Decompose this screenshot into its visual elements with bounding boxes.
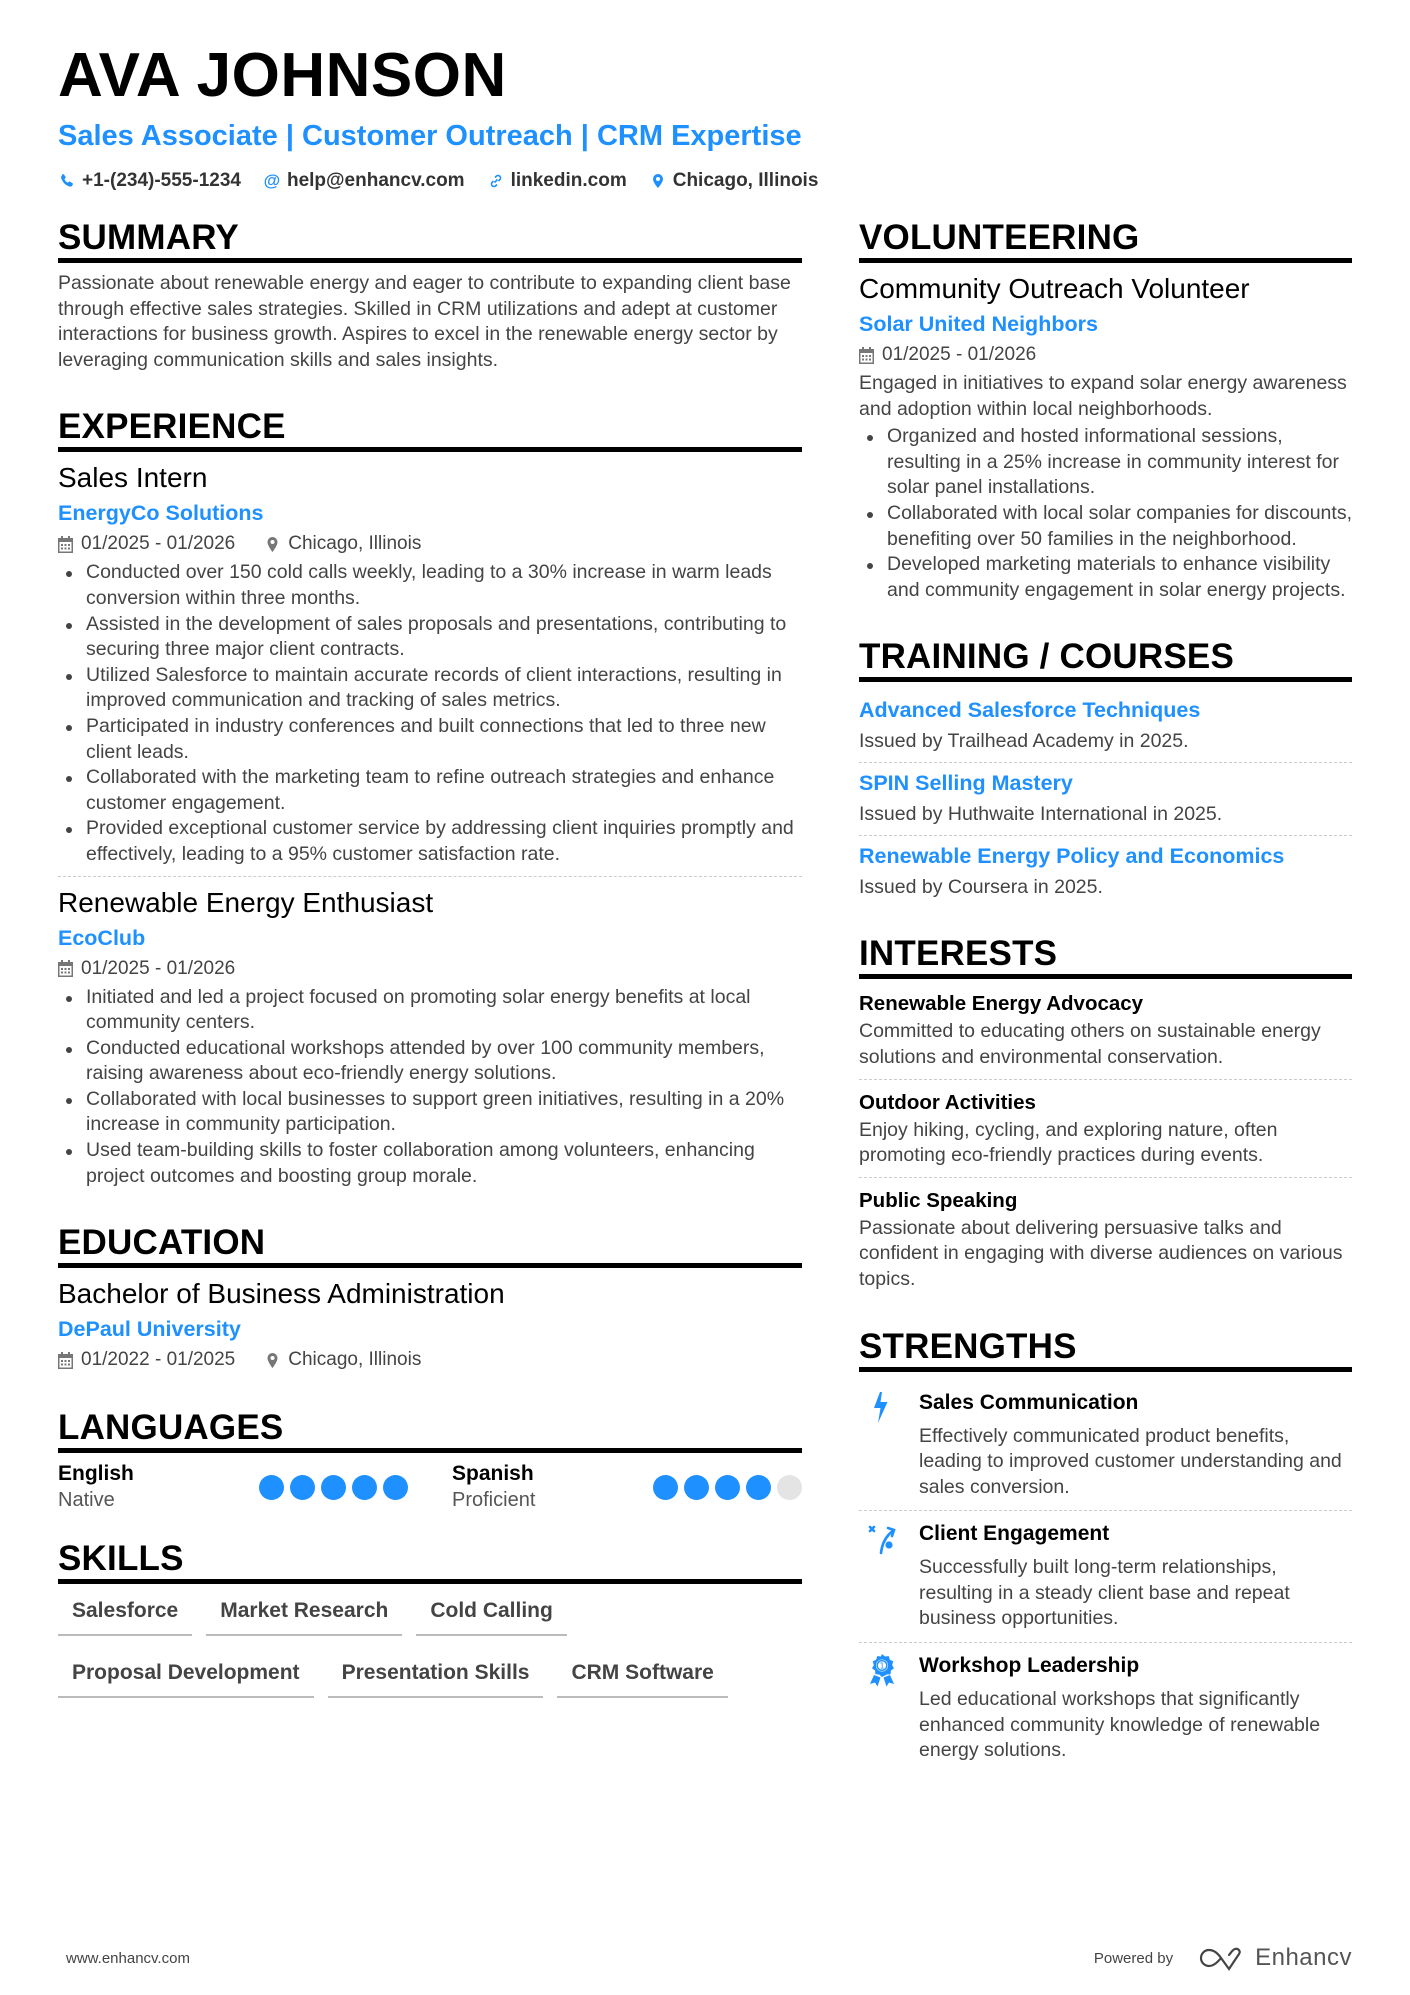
achievement-list	[859, 424, 1352, 603]
rating-dot-filled	[653, 1475, 678, 1500]
course-issuer: Issued by Coursera in 2025.	[859, 876, 1103, 899]
location-text: Chicago, Illinois	[672, 170, 819, 191]
course-item	[859, 763, 1352, 836]
rating-dot-empty	[777, 1475, 802, 1500]
location-icon	[649, 173, 667, 189]
section-title: EXPERIENCE	[58, 407, 802, 452]
training-section	[859, 637, 1352, 908]
svg-text:1: 1	[879, 1661, 885, 1671]
contact-email[interactable]	[263, 168, 465, 194]
list-item: Initiated and led a project focused on promoting solar energy benefits at local community centers.	[58, 985, 802, 1036]
achievement-list	[58, 985, 802, 1190]
email-text: help@enhancv.com	[286, 170, 465, 191]
proficiency-rating	[259, 1475, 408, 1500]
summary-section	[58, 218, 802, 373]
volunteer-org[interactable]: Solar United Neighbors	[859, 312, 1098, 336]
entry-meta	[859, 341, 1352, 369]
interests-section	[859, 934, 1352, 1300]
section-title: TRAINING / COURSES	[859, 637, 1352, 682]
strategy-icon	[859, 1519, 919, 1632]
course-issuer: Issued by Trailhead Academy in 2025.	[859, 730, 1189, 753]
language-name: Spanish	[452, 1462, 534, 1486]
job-title: Sales Intern	[58, 462, 208, 494]
entry-dates: 01/2025 - 01/2026	[81, 957, 236, 979]
contact-linkedin[interactable]	[487, 168, 627, 194]
section-title: STRENGTHS	[859, 1327, 1352, 1372]
skill-tags	[58, 1592, 802, 1698]
strength-item	[859, 1643, 1352, 1774]
linkedin-text: linkedin.com	[510, 170, 627, 191]
skill-tag: Proposal Development	[58, 1654, 314, 1698]
entry-location: Chicago, Illinois	[288, 1349, 422, 1371]
job-title: Renewable Energy Enthusiast	[58, 886, 434, 918]
course-issuer: Issued by Huthwaite International in 2025.	[859, 803, 1223, 826]
volunteering-section	[859, 218, 1352, 611]
strength-desc: Successfully built long-term relationships, resulting in a steady client base and repeat business opportunities.	[919, 1556, 1290, 1630]
brand-logo[interactable]	[1199, 1944, 1352, 1972]
list-item: Collaborated with local solar companies for discounts, benefiting over 50 families in the neighborhood.	[859, 501, 1352, 552]
entry-meta	[58, 530, 802, 558]
list-item: Conducted over 150 cold calls weekly, leading to a 30% increase in warm leads conversion within three months.	[58, 560, 802, 611]
interest-name: Renewable Energy Advocacy	[859, 992, 1144, 1016]
candidate-headline: Sales Associate | Customer Outreach | CRM Expertise	[58, 120, 802, 152]
interest-desc: Committed to educating others on sustainable energy solutions and environmental conservation.	[859, 1020, 1321, 1068]
calendar-icon	[859, 347, 874, 364]
languages-section	[58, 1408, 802, 1513]
list-item: Collaborated with the marketing team to refine outreach strategies and enhance customer engagement.	[58, 765, 802, 816]
entry-dates: 01/2022 - 01/2025	[81, 1349, 236, 1371]
phone-icon	[58, 173, 76, 189]
rating-dot-filled	[259, 1475, 284, 1500]
list-item: Conducted educational workshops attended by over 100 community members, raising awareness about eco-friendly energy solutions.	[58, 1036, 802, 1087]
volunteer-description: Engaged in initiatives to expand solar energy awareness and adoption within local neighborhoods.	[859, 372, 1347, 420]
rating-dot-filled	[321, 1475, 346, 1500]
strength-name: Sales Communication	[919, 1390, 1139, 1414]
entry-meta	[58, 1346, 802, 1374]
school-name[interactable]: DePaul University	[58, 1317, 241, 1342]
interest-item	[859, 1184, 1352, 1301]
section-title: VOLUNTEERING	[859, 218, 1352, 263]
interest-desc: Enjoy hiking, cycling, and exploring nature, often promoting eco-friendly practices during events.	[859, 1118, 1278, 1167]
interest-item	[859, 987, 1352, 1079]
powered-by	[1094, 1944, 1352, 1972]
skill-tag: Salesforce	[58, 1592, 192, 1636]
location-icon	[265, 536, 280, 553]
section-title: EDUCATION	[58, 1223, 802, 1268]
resume-header	[58, 40, 1358, 194]
entry-meta	[58, 955, 802, 983]
strength-desc: Effectively communicated product benefits, leading to improved customer understanding and sales conversion.	[919, 1424, 1342, 1498]
summary-text: Passionate about renewable energy and eager to contribute to expanding client base through effective sales strategies. Skilled in CRM utilizations and adept at customer interactions for business growth. Aspires to excel in the renewable energy sector by leveraging communication skills and sales insights.	[58, 272, 791, 371]
list-item: Collaborated with local businesses to support green initiatives, resulting in a 20% increase in community participation.	[58, 1087, 802, 1138]
skill-tag: CRM Software	[557, 1654, 727, 1698]
list-item: Used team-building skills to foster collaboration among volunteers, enhancing project outcomes and boosting group morale.	[58, 1138, 802, 1189]
strengths-section	[859, 1327, 1352, 1774]
interest-desc: Passionate about delivering persuasive talks and confident in engaging with diverse audiences on various topics.	[859, 1216, 1343, 1290]
contact-phone[interactable]	[58, 168, 241, 194]
list-item: Assisted in the development of sales proposals and presentations, contributing to securing three major client contracts.	[58, 612, 802, 663]
section-title: SUMMARY	[58, 218, 802, 263]
volunteer-role: Community Outreach Volunteer	[859, 273, 1250, 304]
entry-dates: 01/2025 - 01/2026	[81, 533, 236, 555]
degree-title: Bachelor of Business Administration	[58, 1278, 505, 1310]
enhancv-logo-icon	[1199, 1945, 1245, 1971]
interest-name: Public Speaking	[859, 1188, 1018, 1212]
at-icon: @	[263, 171, 281, 190]
entry-dates: 01/2025 - 01/2026	[882, 344, 1037, 365]
strength-name: Workshop Leadership	[919, 1654, 1140, 1678]
achievement-list	[58, 560, 802, 867]
strength-name: Client Engagement	[919, 1522, 1110, 1546]
strength-item	[859, 1511, 1352, 1643]
language-level: Proficient	[452, 1489, 536, 1512]
section-title: INTERESTS	[859, 934, 1352, 979]
right-column	[859, 218, 1352, 1800]
interest-name: Outdoor Activities	[859, 1090, 1036, 1114]
link-icon	[487, 173, 505, 189]
strength-desc: Led educational workshops that significantly enhanced community knowledge of renewable energy solutions.	[919, 1688, 1321, 1762]
education-entry	[58, 1276, 802, 1382]
left-column	[58, 218, 802, 1724]
skill-tag: Presentation Skills	[328, 1654, 544, 1698]
course-name[interactable]: Advanced Salesforce Techniques	[859, 698, 1201, 723]
lightning-icon	[859, 1388, 919, 1501]
list-item: Provided exceptional customer service by addressing client inquiries promptly and effectively, leading to a 95% customer satisfaction rate.	[58, 816, 802, 867]
course-name[interactable]: Renewable Energy Policy and Economics	[859, 844, 1285, 869]
experience-entry	[58, 885, 802, 1198]
list-item: Utilized Salesforce to maintain accurate records of client interactions, resulting in improved communication and tracking of sales metrics.	[58, 663, 802, 714]
company-name[interactable]: EnergyCo Solutions	[58, 501, 264, 526]
entry-location: Chicago, Illinois	[288, 533, 422, 555]
language-name: English	[58, 1462, 134, 1486]
calendar-icon	[58, 960, 73, 977]
powered-by-label: Powered by	[1093, 1949, 1174, 1967]
proficiency-rating	[653, 1475, 802, 1500]
list-item: Organized and hosted informational sessions, resulting in a 25% increase in community interest for solar panel installations.	[859, 424, 1352, 501]
rating-dot-filled	[746, 1475, 771, 1500]
website-link[interactable]: www.enhancv.com	[66, 1949, 190, 1967]
rating-dot-filled	[383, 1475, 408, 1500]
course-name[interactable]: SPIN Selling Mastery	[859, 771, 1073, 796]
rating-dot-filled	[715, 1475, 740, 1500]
contact-location	[649, 168, 819, 194]
language-item	[58, 1461, 408, 1513]
rating-dot-filled	[290, 1475, 315, 1500]
strength-item	[859, 1380, 1352, 1512]
skills-section	[58, 1539, 802, 1698]
list-item: Participated in industry conferences and built connections that led to three new client leads.	[58, 714, 802, 765]
award-ribbon-icon	[859, 1651, 919, 1764]
calendar-icon	[58, 1352, 73, 1369]
section-title: LANGUAGES	[58, 1408, 802, 1453]
language-item	[452, 1461, 802, 1513]
page-footer	[66, 1944, 1352, 1972]
volunteer-entry	[859, 271, 1352, 611]
skill-tag: Market Research	[206, 1592, 402, 1636]
list-item: Developed marketing materials to enhance visibility and community engagement in solar energy projects.	[859, 552, 1352, 603]
interest-item	[859, 1086, 1352, 1178]
candidate-name: AVA JOHNSON	[58, 41, 507, 110]
experience-entry	[58, 460, 802, 876]
language-level: Native	[58, 1489, 115, 1512]
education-section	[58, 1223, 802, 1382]
location-icon	[265, 1352, 280, 1369]
contact-row	[58, 168, 1358, 194]
course-item	[859, 690, 1352, 763]
course-item	[859, 836, 1352, 908]
rating-dot-filled	[352, 1475, 377, 1500]
skill-tag: Cold Calling	[416, 1592, 567, 1636]
brand-name: Enhancv	[1255, 1944, 1352, 1971]
experience-section	[58, 407, 802, 1197]
section-title: SKILLS	[58, 1539, 802, 1584]
phone-text: +1-(234)-555-1234	[82, 170, 241, 191]
company-name[interactable]: EcoClub	[58, 925, 146, 950]
calendar-icon	[58, 536, 73, 553]
rating-dot-filled	[684, 1475, 709, 1500]
